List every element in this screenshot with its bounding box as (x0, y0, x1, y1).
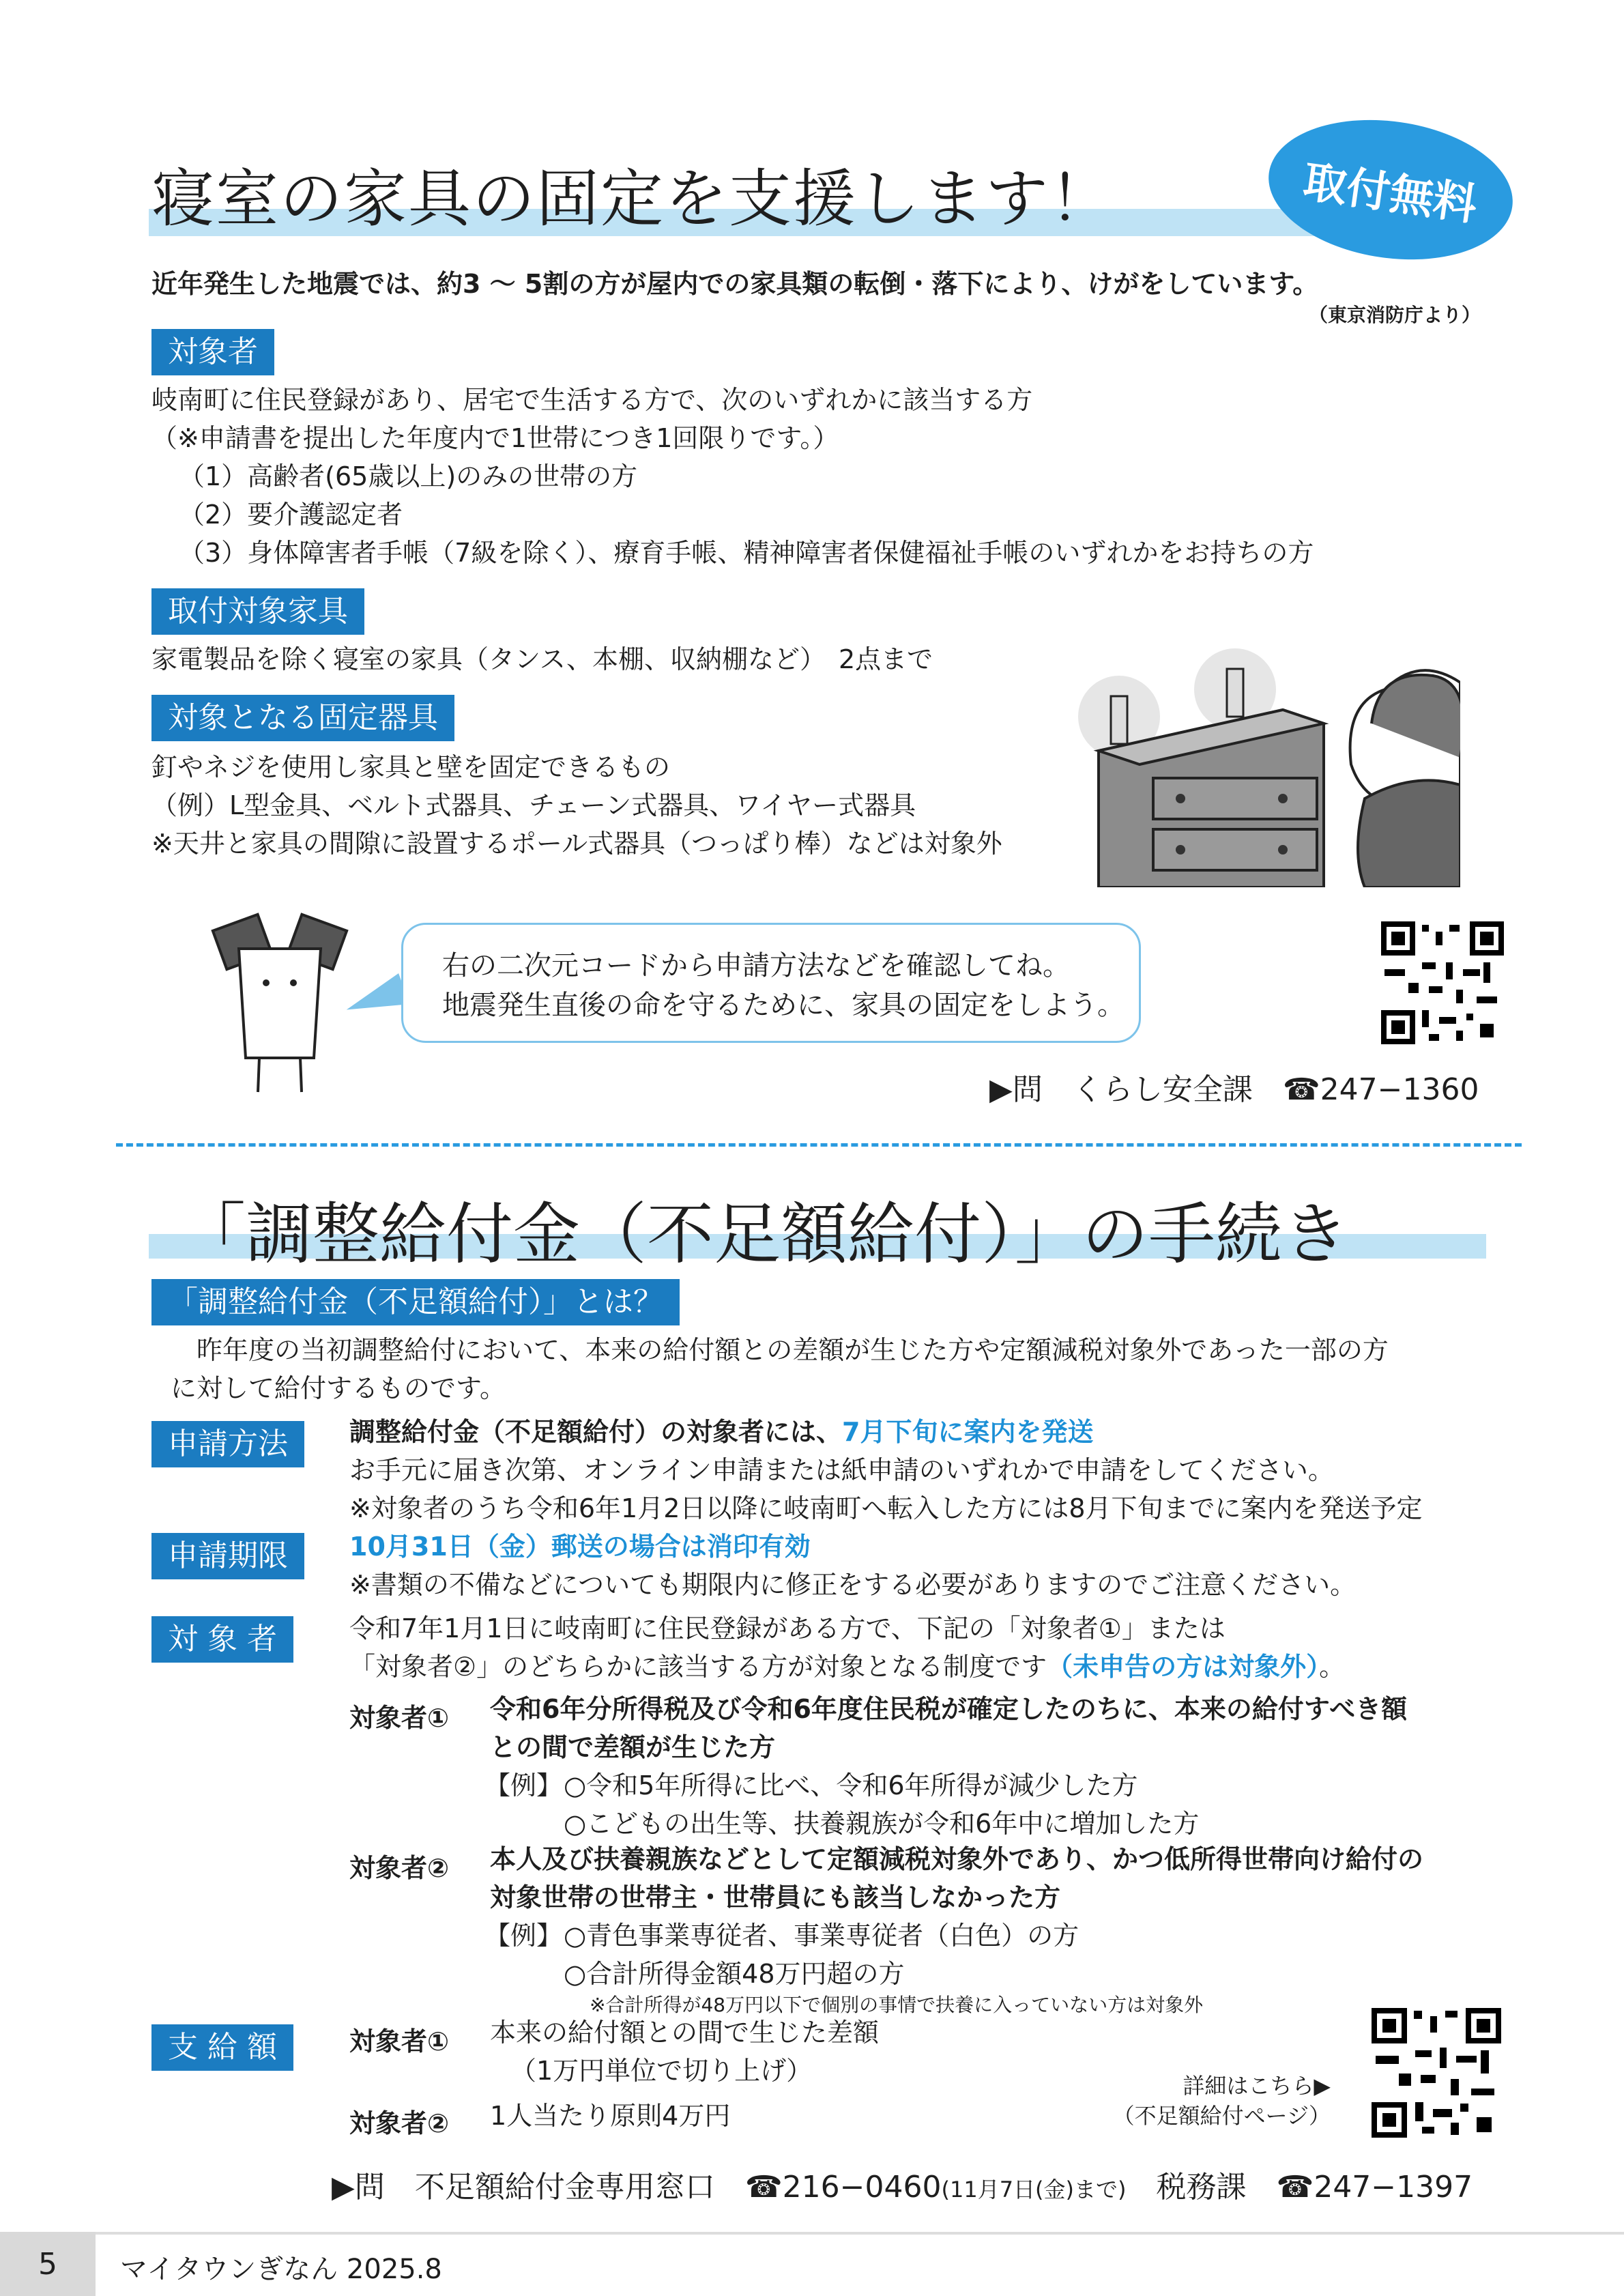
qr-code-benefit[interactable] (1372, 2008, 1501, 2138)
p1-text (490, 1690, 1407, 1766)
amount1-label: 対象者① (349, 2026, 450, 2056)
p1-examples (564, 1766, 1199, 1843)
magazine-name: マイタウンぎなん 2025.8 (120, 2254, 442, 2285)
eligible-text (349, 1609, 1345, 1686)
amount1-line: 本来の給付額との間で生じた差額 (490, 2018, 880, 2048)
apply-text (349, 1413, 1423, 1527)
target-line: （※申請書を提出した年度内で1世帯につき1回限りです。） (151, 423, 839, 453)
apply-tag: 申請方法 (151, 1421, 304, 1467)
p1-label: 対象者① (349, 1703, 450, 1733)
apply-line1: 調整給付金（不足額給付）の対象者には、7月下旬に案内を発送 (349, 1417, 1094, 1447)
p1-example-label: 【例】 (484, 1770, 563, 1800)
qr-code[interactable] (1381, 921, 1504, 1044)
period-text (349, 1527, 1356, 1604)
source-note: （東京消防庁より） (1308, 304, 1481, 326)
period-note: ※書類の不備などについても期限内に修正をする必要がありますのでご注意ください。 (349, 1570, 1357, 1600)
furniture-tag: 取付対象家具 (151, 588, 364, 635)
section2-title: 「調整給付金（不足額給付）」の手続き (179, 1196, 1350, 1274)
p2-text (490, 1840, 1423, 1917)
target-line: 岐南町に住民登録があり、居宅で生活する方で、次のいずれかに該当する方 (151, 385, 1033, 415)
period-tag: 申請期限 (151, 1533, 304, 1579)
section-divider (116, 1143, 1522, 1147)
contact-safety: ▶問 くらし安全課 ☎247−1360 (989, 1072, 1479, 1107)
apply-line2: お手元に届き次第、オンライン申請または紙申請のいずれかで申請をしてください。 (349, 1455, 1334, 1485)
target-tag: 対象者 (151, 329, 274, 375)
contact-benefit: ▶問 不足額給付金専用窓口 ☎216−0460(11月7日(金)まで) 税務課 ☎247−1397 (332, 2170, 1473, 2205)
amount2-text: 1人当たり原則4万円 (490, 2101, 731, 2131)
page-number: 5 (0, 2232, 96, 2296)
p1-example: ○令和5年所得に比べ、令和6年所得が減少した方 (564, 1770, 1138, 1800)
amount1-line: （1万円単位で切り上げ） (510, 2056, 813, 2086)
p2-note: ※合計所得が48万円以下で個別の事情で扶養に入っていない方は対象外 (590, 1994, 1204, 2016)
amount-tag: 支 給 額 (151, 2024, 293, 2071)
detail-link-text (1105, 2071, 1331, 2131)
bubble-line: 右の二次元コードから申請方法などを確認してね。 (442, 950, 1070, 981)
apply-line3: ※対象者のうち令和6年1月2日以降に岐南町へ転入した方には8月下旬までに案内を発送予定 (349, 1493, 1423, 1523)
free-badge: 取付無料 (1260, 105, 1522, 274)
p2-example: ○合計所得金額48万円超の方 (564, 1959, 905, 1989)
p1-line: 令和6年分所得税及び令和6年度住民税が確定したのちに、本来の給付すべき額 (490, 1694, 1408, 1724)
what-line: 昨年度の当初調整給付において、本来の給付額との差額が生じた方や定額減税対象外であった一部の方 (171, 1335, 1389, 1365)
what-line: に対して給付するものです。 (171, 1373, 506, 1403)
device-line: ※天井と家具の間隙に設置するポール式器具（つっぱり棒）などは対象外 (151, 829, 1002, 859)
device-line: （例）L型金具、ベルト式器具、チェーン式器具、ワイヤー式器具 (151, 790, 916, 820)
lead-text: 近年発生した地震では、約3 ～ 5割の方が屋内での家具類の転倒・落下により、けがをしています。 (151, 269, 1319, 299)
p2-example-label: 【例】 (484, 1921, 563, 1951)
target-line: （1）高齢者(65歳以上)のみの世帯の方 (179, 461, 638, 491)
footer-bar (0, 2232, 1624, 2235)
target-list (151, 381, 1314, 572)
bubble-text (442, 946, 1125, 1025)
eligible-line2: 「対象者②」のどちらかに該当する方が対象となる制度です（未申告の方は対象外）。 (349, 1652, 1346, 1682)
amount1-text (490, 2013, 879, 2090)
eligible-line1: 令和7年1月1日に岐南町に住民登録がある方で、下記の「対象者①」または (349, 1613, 1226, 1644)
device-line: 釘やネジを使用し家具と壁を固定できるもの (151, 752, 671, 782)
p1-example: ○こどもの出生等、扶養親族が令和6年中に増加した方 (564, 1809, 1200, 1839)
furniture-text: 家電製品を除く寝室の家具（タンス、本棚、収納棚など） 2点まで (151, 644, 933, 674)
amount2-label: 対象者② (349, 2108, 450, 2138)
device-tag: 対象となる固定器具 (151, 695, 454, 741)
detail-line: 詳細はこちら▶ (1183, 2073, 1331, 2099)
section1-title: 寝室の家具の固定を支援します！ (151, 162, 1114, 235)
p1-line: との間で差額が生じた方 (490, 1732, 776, 1762)
p2-examples (564, 1917, 1079, 1993)
mascot-character (205, 901, 355, 1099)
what-text (171, 1331, 1389, 1407)
what-tag: 「調整給付金（不足額給付）」とは？ (151, 1279, 680, 1325)
p2-line: 本人及び扶養親族などとして定額減税対象外であり、かつ低所得世帯向け給付の (490, 1844, 1424, 1874)
period-deadline: 10月31日（金）郵送の場合は消印有効 (349, 1532, 811, 1562)
p2-line: 対象世帯の世帯主・世帯員にも該当しなかった方 (490, 1882, 1061, 1912)
p2-example: ○青色事業専従者、事業専従者（白色）の方 (564, 1921, 1079, 1951)
eligible-tag: 対 象 者 (151, 1616, 293, 1663)
detail-line: （不足額給付ページ） (1112, 2103, 1331, 2129)
target-line: （3）身体障害者手帳（7級を除く）、療育手帳、精神障害者保健福祉手帳のいずれかをお持ちの方 (179, 538, 1314, 568)
furniture-illustration (1078, 642, 1460, 887)
p2-label: 対象者② (349, 1853, 450, 1883)
bubble-line: 地震発生直後の命を守るために、家具の固定をしよう。 (442, 990, 1125, 1021)
device-list (151, 748, 1002, 863)
target-line: （2）要介護認定者 (179, 500, 403, 530)
